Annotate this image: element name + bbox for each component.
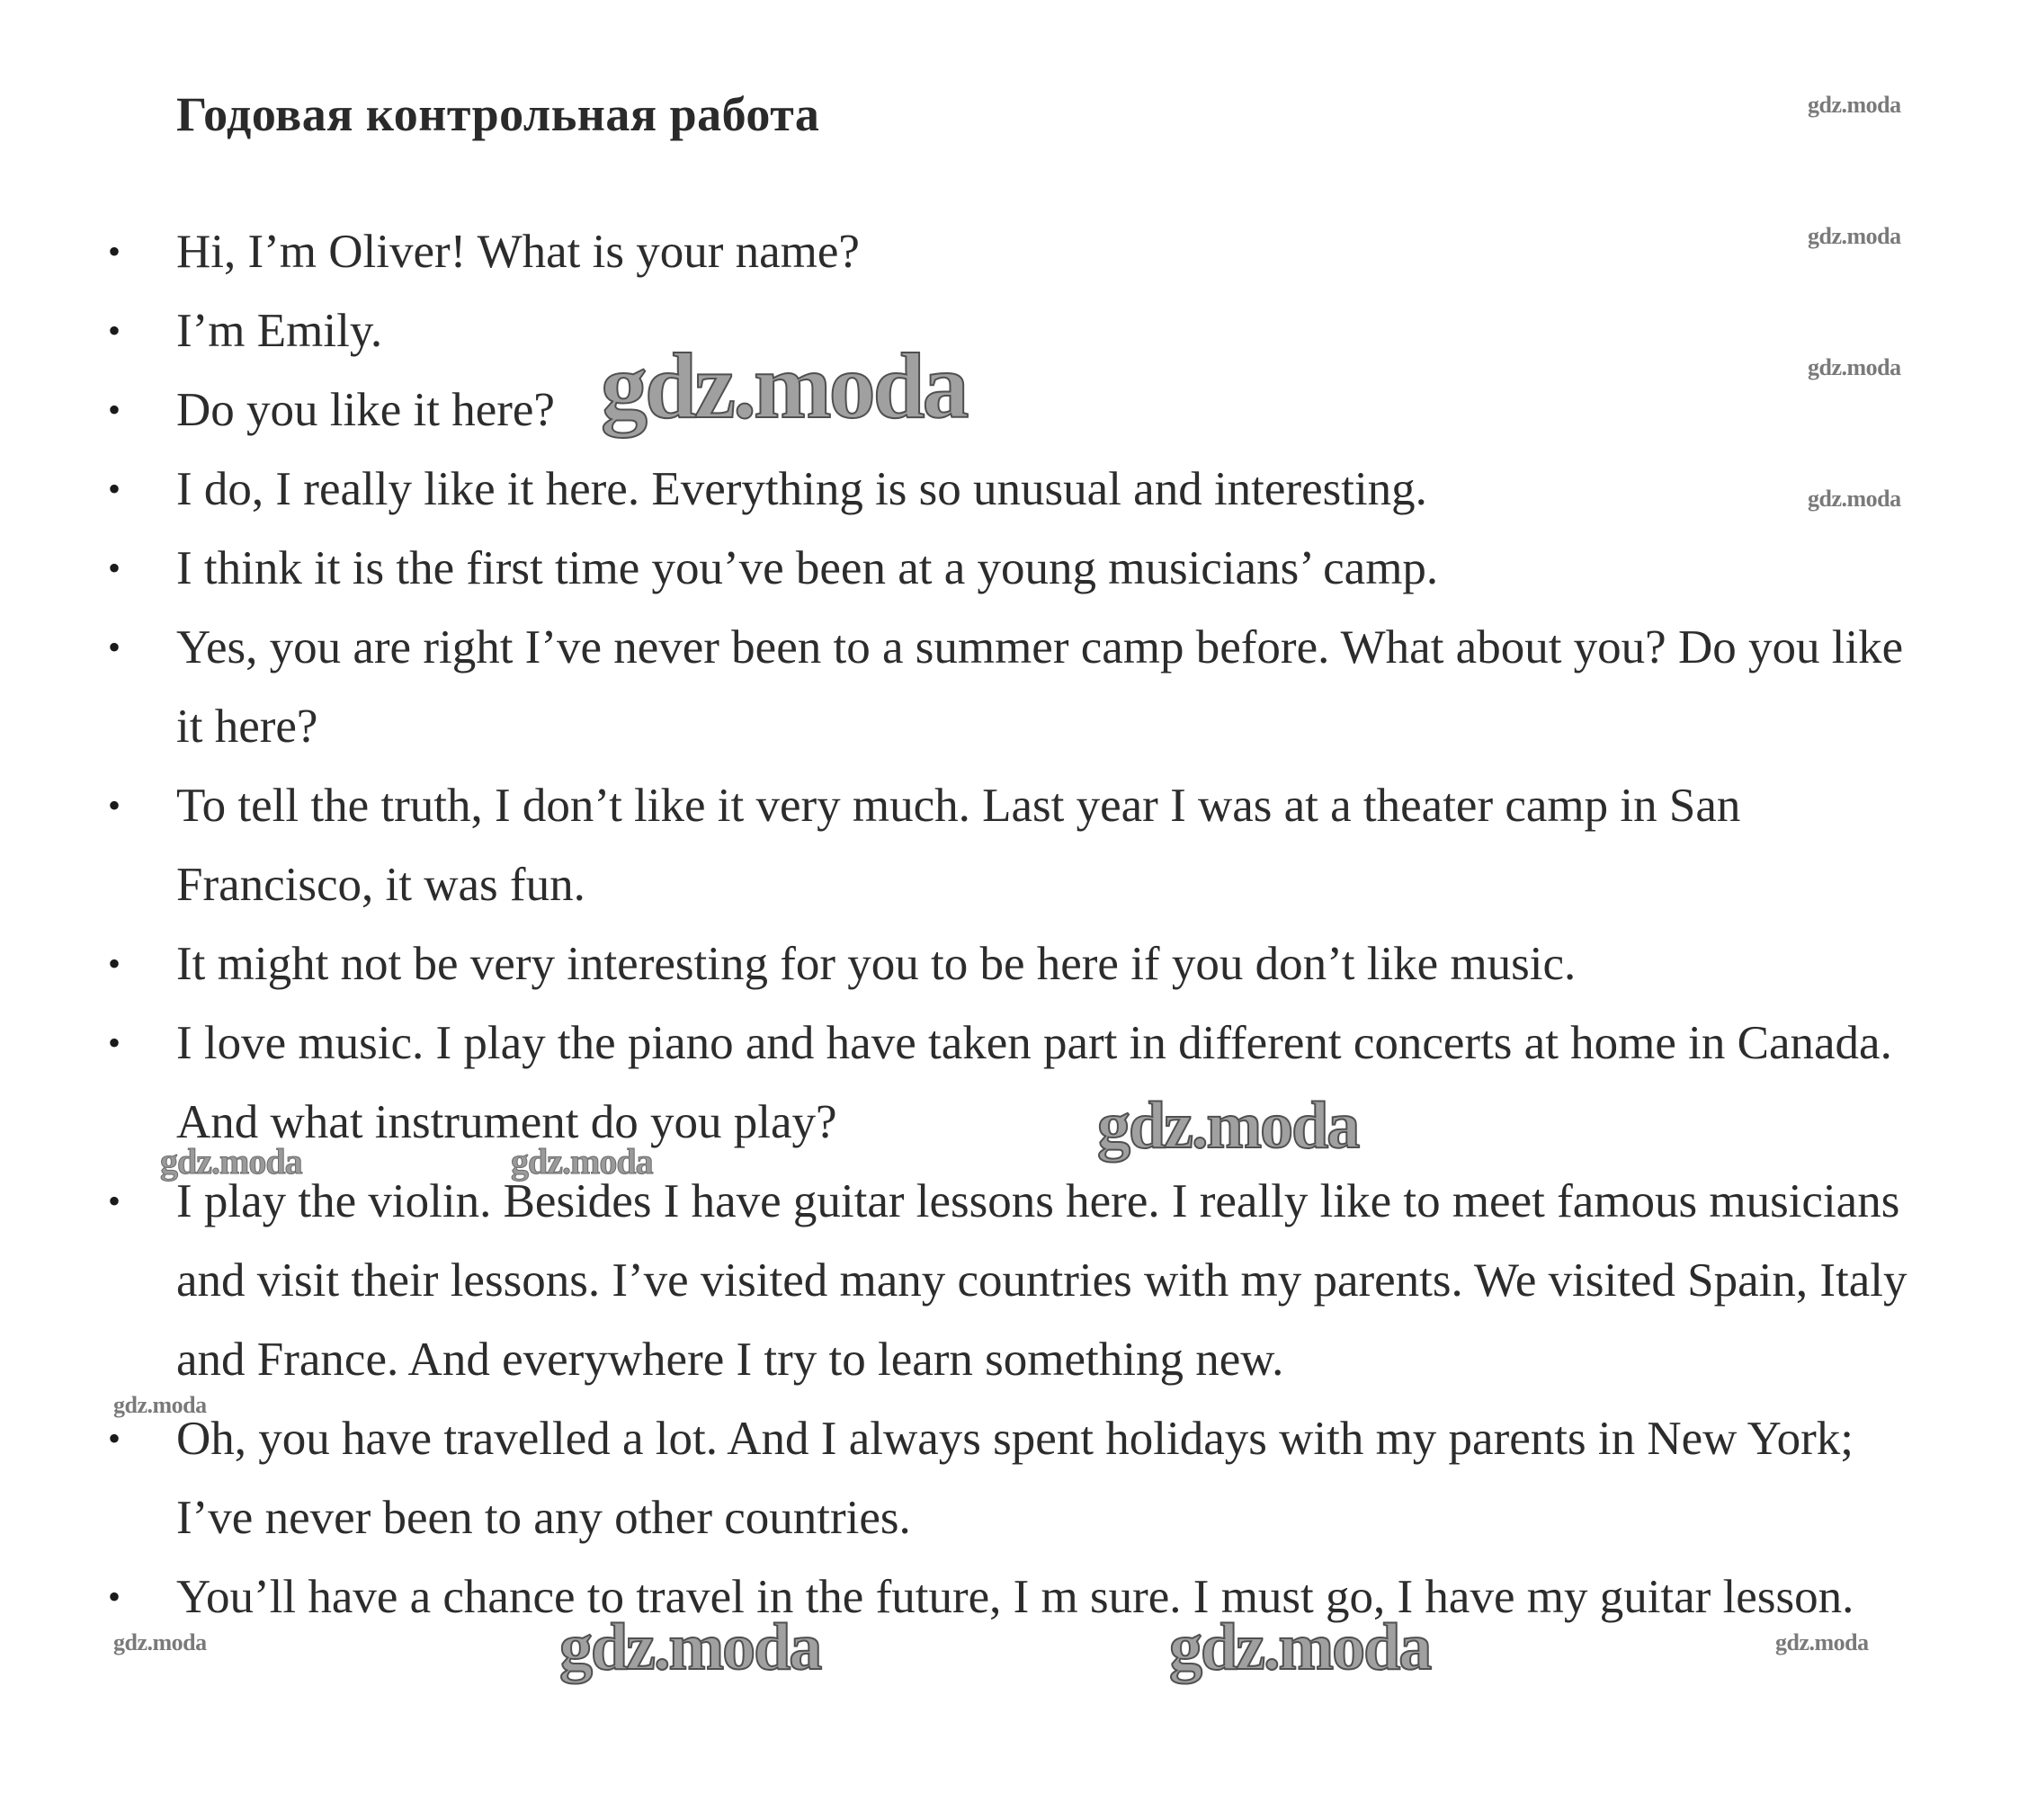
bullet-icon: •: [108, 627, 121, 667]
watermark: gdz.moda: [1097, 1089, 1359, 1163]
bullet-icon: •: [108, 548, 121, 588]
dialogue-line: [108, 529, 1930, 608]
watermark: gdz.moda: [1808, 486, 1901, 512]
bullet-icon: •: [108, 231, 121, 272]
bullet-icon: •: [108, 943, 121, 984]
line-text: Oh, you have travelled a lot. And I always spent holidays with my parents in New York; I’ve never been to any other countries.: [176, 1413, 1854, 1544]
bullet-icon: •: [108, 1181, 121, 1221]
watermark: gdz.moda: [160, 1141, 302, 1182]
bullet-icon: •: [108, 1418, 121, 1459]
dialogue-line: [108, 212, 1930, 291]
line-text: To tell the truth, I don’t like it very much. Last year I was at a theater camp in San Francisco, it was fun.: [176, 780, 1741, 911]
page-title: Годовая контрольная работа: [176, 87, 820, 141]
watermark: gdz.moda: [1808, 354, 1901, 380]
bullet-icon: •: [108, 310, 121, 351]
line-text: Hi, I’m Oliver! What is your name?: [176, 226, 860, 278]
line-text: It might not be very interesting for you to be here if you don’t like music.: [176, 938, 1577, 990]
dialogue-line: [108, 766, 1930, 924]
dialogue-line: [108, 608, 1930, 766]
line-text: I’m Emily.: [176, 305, 383, 357]
watermark: gdz.moda: [1808, 223, 1901, 249]
line-text: You’ll have a chance to travel in the future, I m sure. I must go, I have my guitar lesson.: [176, 1571, 1854, 1623]
watermark: gdz.moda: [113, 1629, 207, 1655]
watermark: gdz.moda: [1808, 92, 1901, 118]
dialogue-line: [108, 370, 1930, 450]
dialogue-line: [108, 450, 1930, 529]
watermark: gdz.moda: [1169, 1610, 1431, 1684]
bullet-icon: •: [108, 1022, 121, 1063]
line-text: I play the violin. Besides I have guitar lessons here. I really like to meet famous musicians and visit their lessons. I’ve visited many countries with my parents. We visited Spain, Italy and France. And everywhere I try to learn something new.: [176, 1175, 1907, 1386]
watermark: gdz.moda: [601, 335, 967, 438]
dialogue-line: [108, 1162, 1930, 1399]
dialogue-line: [108, 924, 1930, 1004]
bullet-icon: •: [108, 785, 121, 825]
dialogue-line: [108, 1557, 1930, 1637]
line-text: I do, I really like it here. Everything is so unusual and interesting.: [176, 463, 1427, 515]
watermark: gdz.moda: [511, 1141, 653, 1182]
bullet-icon: •: [108, 468, 121, 509]
line-text: I think it is the first time you’ve been at a young musicians’ camp.: [176, 542, 1439, 594]
bullet-icon: •: [108, 1576, 121, 1617]
bullet-icon: •: [108, 389, 121, 430]
line-text: Do you like it here?: [176, 384, 555, 436]
line-text: I love music. I play the piano and have taken part in different concerts at home in Canada. And what instrument do you play?: [176, 1017, 1892, 1148]
watermark: gdz.moda: [559, 1610, 821, 1684]
watermark: gdz.moda: [113, 1392, 207, 1418]
line-text: Yes, you are right I’ve never been to a summer camp before. What about you? Do you like it here?: [176, 621, 1904, 753]
watermark: gdz.moda: [1775, 1629, 1869, 1655]
dialogue-line: [108, 291, 1930, 370]
